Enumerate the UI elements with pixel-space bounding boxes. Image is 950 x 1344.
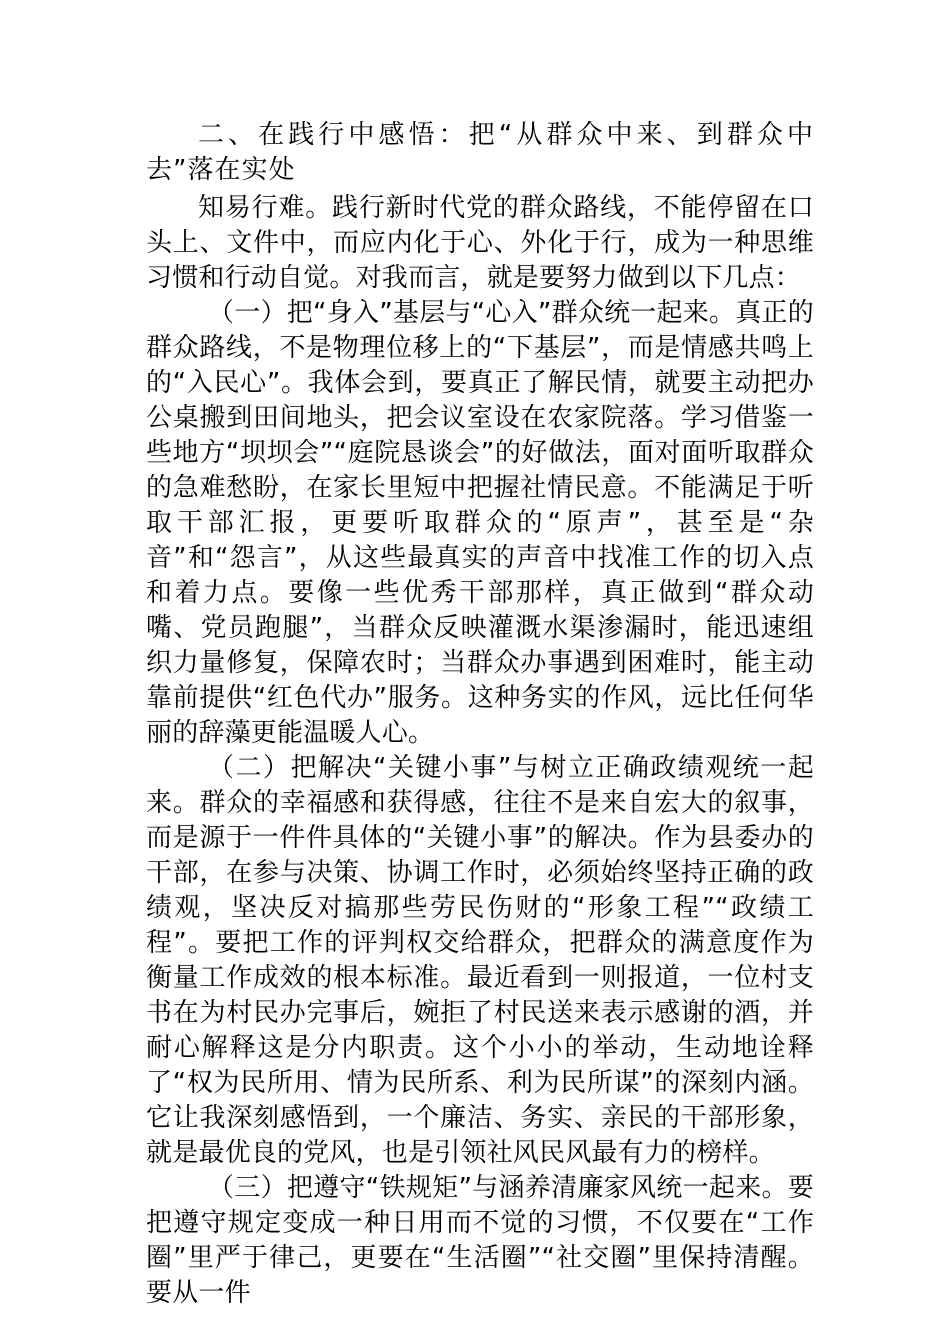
intro-paragraph: 知易行难。践行新时代党的群众路线，不能停留在口头上、文件中，而应内化于心、外化于行，成为一种思维习惯和行动自觉。对我而言，就是要努力做到以下几点： bbox=[146, 193, 814, 293]
point-two-paragraph: （二）把解决“关键小事”与树立正确政绩观统一起来。群众的幸福感和获得感，往往不是来自宏大的叙事，而是源于一件件具体的“关键小事”的解决。作为县委办的干部，在参与决策、协调工作时，必须始终坚持正确的政绩观，坚决反对搞那些劳民伤财的“形象工程”“政绩工程”。要把工作的评判权交给群众，把群众的满意度作为衡量工作成效的根本标准。最近看到一则报道，一位村支书在为村民办完事后，婉拒了村民送来表示感谢的酒，并耐心解释这是分内职责。这个小小的举动，生动地诠释了“权为民所用、情为民所系、利为民所谋”的深刻内涵。它让我深刻感悟到，一个廉洁、务实、亲民的干部形象，就是最优良的党风，也是引领社风民风最有力的榜样。 bbox=[146, 753, 814, 1168]
document-page bbox=[146, 118, 814, 1311]
section-heading: 二、在践行中感悟：把“从群众中来、到群众中去”落在实处 bbox=[146, 120, 814, 185]
point-three-paragraph: （三）把遵守“铁规矩”与涵养清廉家风统一起来。要把遵守规定变成一种日用而不觉的习惯，不仅要在“工作圈”里严于律己，更要在“生活圈”“社交圈”里保持清醒。要从一件 bbox=[146, 1173, 814, 1308]
point-one-paragraph: （一）把“身入”基层与“心入”群众统一起来。真正的群众路线，不是物理位移上的“下基层”，而是情感共鸣上的“入民心”。我体会到，要真正了解民情，就要主动把办公桌搬到田间地头，把会议室设在农家院落。学习借鉴一些地方“坝坝会”“庭院恳谈会”的好做法，面对面听取群众的急难愁盼，在家长里短中把握社情民意。不能满足于听取干部汇报，更要听取群众的“原声”，甚至是“杂音”和“怨言”，从这些最真实的声音中找准工作的切入点和着力点。要像一些优秀干部那样，真正做到“群众动嘴、党员跑腿”，当群众反映灌溉水渠渗漏时，能迅速组织力量修复，保障农时；当群众办事遇到困难时，能主动靠前提供“红色代办”服务。这种务实的作风，远比任何华丽的辞藻更能温暖人心。 bbox=[146, 298, 814, 748]
